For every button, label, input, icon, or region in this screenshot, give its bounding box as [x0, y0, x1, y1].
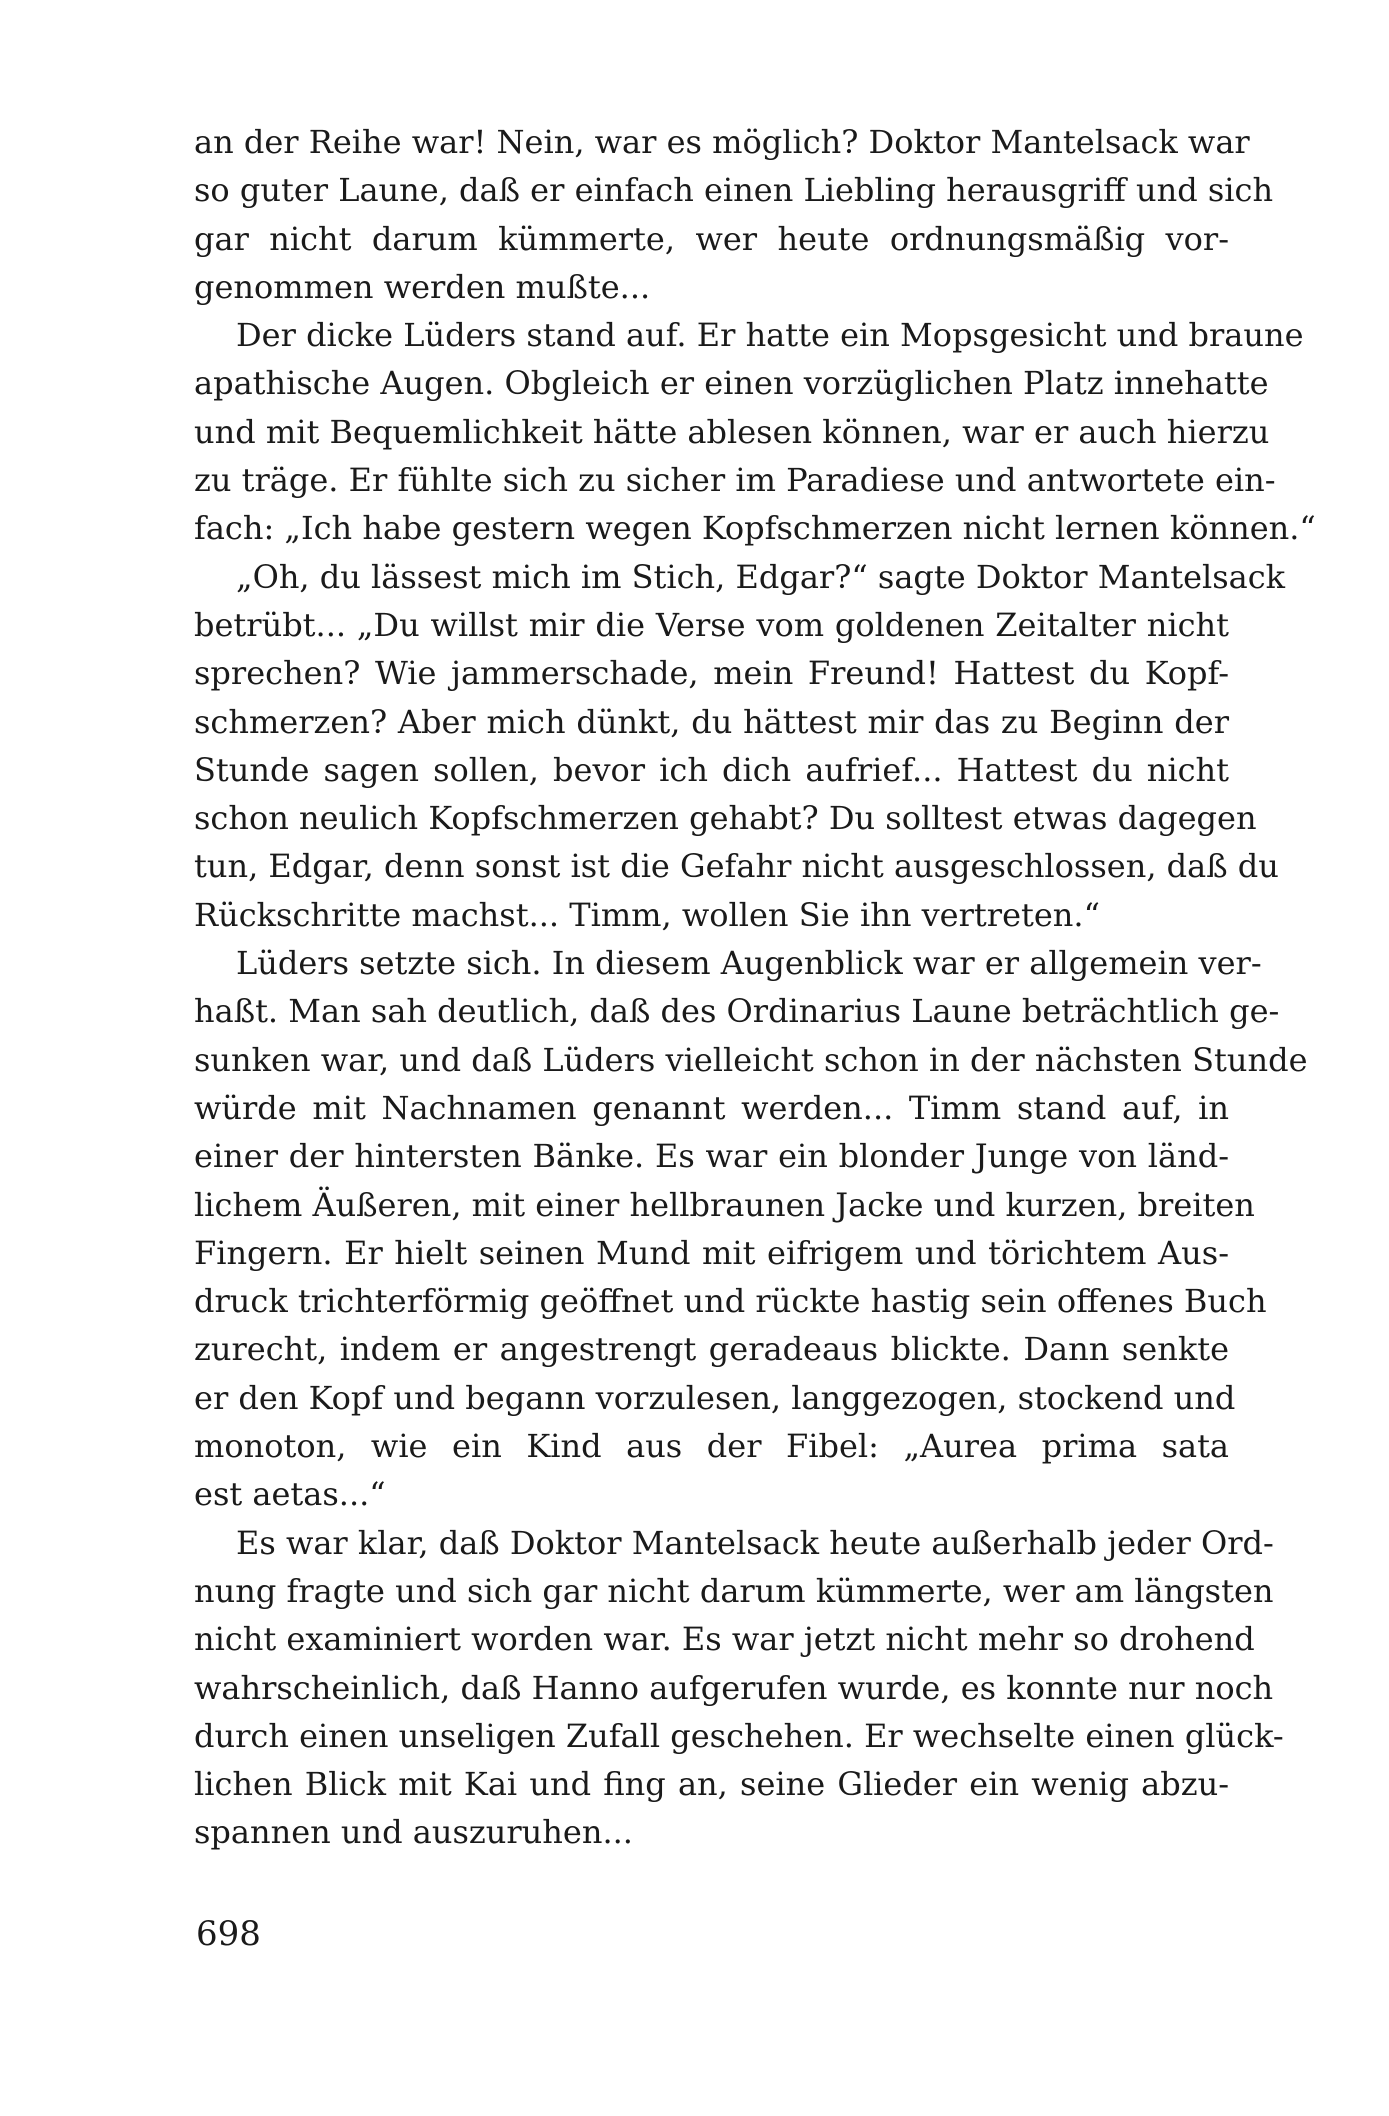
text-line: er den Kopf und begann vorzulesen, langgezogen, stockend und	[194, 1378, 1236, 1417]
paragraph	[194, 1519, 1284, 1857]
text-line: „Oh, du lässest mich im Stich, Edgar?“ sagte Doktor Mantelsack	[236, 557, 1286, 596]
text-line: sunken war, und daß Lüders vielleicht schon in der nächsten Stunde	[194, 1040, 1308, 1079]
text-line: spannen und auszuruhen...	[194, 1813, 633, 1852]
text-line: zurecht, indem er angestrengt geradeaus blickte. Dann senkte	[194, 1330, 1229, 1369]
text-line: sprechen? Wie jammerschade, mein Freund! Hattest du Kopf-	[194, 654, 1229, 693]
text-line: apathische Augen. Obgleich er einen vorzüglichen Platz innehatte	[194, 364, 1269, 403]
text-line: wahrscheinlich, daß Hanno aufgerufen wurde, es konnte nur noch	[194, 1668, 1274, 1707]
paragraph	[194, 553, 1286, 939]
text-line: betrübt... „Du willst mir die Verse vom goldenen Zeitalter nicht	[194, 605, 1229, 644]
text-line: einer der hintersten Bänke. Es war ein blonder Junge von länd-	[194, 1137, 1229, 1176]
text-line: est aetas...“	[194, 1475, 386, 1514]
text-line: Fingern. Er hielt seinen Mund mit eifrigem und törichtem Aus-	[194, 1233, 1229, 1272]
text-line: durch einen unseligen Zufall geschehen. Er wechselte einen glück-	[194, 1716, 1284, 1755]
text-line: Es war klar, daß Doktor Mantelsack heute außerhalb jeder Ord-	[236, 1523, 1274, 1562]
paragraph	[194, 118, 1274, 311]
text-line: Stunde sagen sollen, bevor ich dich aufrief... Hattest du nicht	[194, 750, 1229, 789]
text-line: nung fragte und sich gar nicht darum kümmerte, wer am längsten	[194, 1571, 1274, 1610]
paragraph	[194, 939, 1308, 1519]
text-line: Rückschritte machst... Timm, wollen Sie ihn vertreten.“	[194, 895, 1100, 934]
text-line: zu träge. Er fühlte sich zu sicher im Paradiese und antwortete ein-	[194, 461, 1276, 500]
text-line: an der Reihe war! Nein, war es möglich? Doktor Mantelsack war	[194, 123, 1250, 161]
paragraph	[194, 311, 1316, 552]
text-line: würde mit Nachnamen genannt werden... Timm stand auf, in	[194, 1088, 1229, 1127]
text-line: gar nicht darum kümmerte, wer heute ordnungsmäßig vor-	[194, 219, 1229, 258]
text-line: Lüders setzte sich. In diesem Augenblick war er allgemein ver-	[236, 944, 1262, 983]
text-line: so guter Laune, daß er einfach einen Liebling herausgriff und sich	[194, 171, 1274, 210]
text-line: nicht examiniert worden war. Es war jetzt nicht mehr so drohend	[194, 1620, 1255, 1659]
text-line: monoton, wie ein Kind aus der Fibel: „Aurea prima sata	[194, 1427, 1229, 1466]
text-body	[194, 118, 1316, 1857]
text-line: Der dicke Lüders stand auf. Er hatte ein Mopsgesicht und braune	[236, 316, 1304, 355]
page-number: 698	[196, 1914, 261, 1954]
text-line: tun, Edgar, denn sonst ist die Gefahr nicht ausgeschlossen, daß du	[194, 847, 1279, 886]
text-line: und mit Bequemlichkeit hätte ablesen können, war er auch hierzu	[194, 412, 1270, 451]
text-line: genommen werden mußte...	[194, 267, 651, 306]
text-line: haßt. Man sah deutlich, daß des Ordinarius Laune beträchtlich ge-	[194, 992, 1280, 1031]
text-line: fach: „Ich habe gestern wegen Kopfschmerzen nicht lernen können.“	[194, 509, 1316, 548]
text-line: druck trichterförmig geöffnet und rückte hastig sein offenes Buch	[194, 1282, 1267, 1321]
text-line: schon neulich Kopfschmerzen gehabt? Du solltest etwas dagegen	[194, 799, 1257, 838]
book-page	[194, 118, 1316, 2098]
text-line: lichen Blick mit Kai und fing an, seine Glieder ein wenig abzu-	[194, 1765, 1229, 1804]
text-line: schmerzen? Aber mich dünkt, du hättest mir das zu Beginn der	[194, 702, 1229, 741]
text-line: lichem Äußeren, mit einer hellbraunen Jacke und kurzen, breiten	[194, 1185, 1255, 1224]
